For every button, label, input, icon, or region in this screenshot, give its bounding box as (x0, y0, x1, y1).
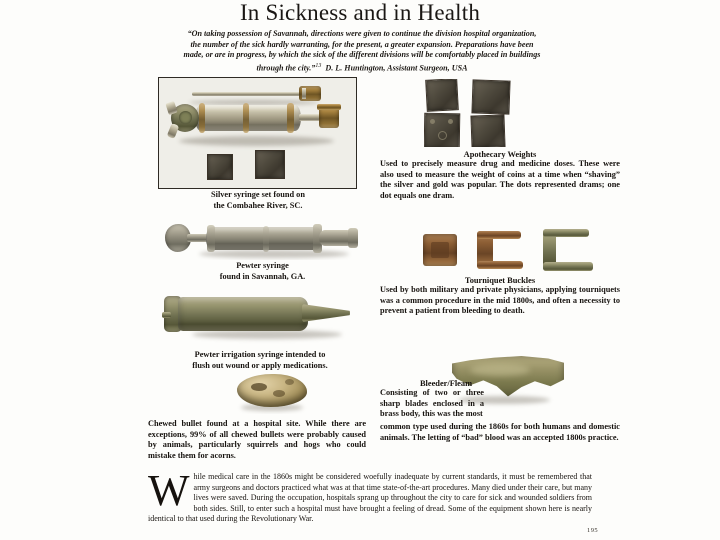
article-drop-cap: W (148, 466, 190, 515)
caption-irrigation-syringe (152, 350, 368, 371)
main-article (148, 466, 592, 525)
epigraph-quote (182, 29, 542, 74)
apothecary-weight-1 (425, 79, 459, 112)
caption-pewter-syringe-line2: found in Savannah, GA. (219, 271, 306, 281)
caption-silver-syringe-line2: the Combahee River, SC. (213, 200, 303, 210)
caption-silver-syringe (168, 190, 348, 211)
figure-photo-irrigation-syringe (162, 288, 367, 344)
figure-photo-apothecary-weights (424, 79, 550, 147)
caption-pewter-syringe (170, 261, 355, 282)
page-title: In Sickness and in Health (239, 0, 481, 25)
caption-body-tourniquet-buckles: Used by both military and private physicians, applying tourniquets was a common procedure in the mid 1800s, and often a necessity to prevent a patient from bleeding to death. (380, 285, 620, 316)
caption-silver-syringe-line1: Silver syringe set found on (211, 190, 305, 199)
caption-heading-apothecary-weights: Apothecary Weights (463, 150, 537, 159)
epigraph-attribution: D. L. Huntington, Assistant Surgeon, USA (325, 63, 468, 73)
caption-irrigation-syringe-line1: Pewter irrigation syringe intended to (194, 350, 326, 359)
caption-body-chewed-bullet: Chewed bullet found at a hospital site. While there are exceptions, 99% of all chewed bullets were probably caused by animals, particularly squirrels and hogs who could mistake them for acorns. (148, 419, 366, 460)
article-paragraph: hile medical care in the 1860s might be considered woefully inadequate by current standards, it must be remembered that army surgeons and doctors practiced what was at that time state-of-the-art procedures. Many died under their care, but many lives were saved. During the occupation, hospitals sprang up throughout the city to care for sick and wounded soldiers from both sides. Still, to enter such a hospital must have brought a feeling of dread. Some of the equipment shown here is nearly identical to that used during the Revolutionary War. (148, 472, 592, 524)
epigraph-text: “On taking possession of Savannah, directions were given to continue the division hospital organization, the number of the sick hardly warranting, for the present, a greater expansion. Preparations have been made, or are in progress, by which the sick of the different divisions will be comfortably placed in buildings through the city.” (183, 29, 541, 73)
apothecary-weight-3 (424, 113, 460, 147)
caption-body-bleeder-fleam-wide: common type used during the 1860s for both humans and domestic animals. The letting of “bad” blood was an accepted 1800s practice. (380, 422, 620, 442)
caption-body-bleeder-fleam-narrow: Consisting of two or three sharp blades enclosed in a brass body, this was the most (380, 388, 484, 419)
figure-photo-tourniquet-buckles (421, 228, 621, 274)
caption-body-apothecary-weights: Used to precisely measure drug and medicine doses. These were also used to measure the weight of coins at a time when “shaving” the silver and gold was popular. The dots represented drams; one dot equals one dram. (380, 159, 620, 200)
apothecary-weight-4 (470, 114, 505, 147)
tourniquet-buckle-3 (543, 229, 591, 271)
caption-heading-bleeder-fleam: Bleeder/Fleam (419, 379, 473, 388)
figure-photo-chewed-bullet (233, 370, 313, 414)
figure-photo-pewter-syringe (163, 218, 363, 260)
epigraph-footnote-marker: 13 (315, 62, 322, 69)
caption-irrigation-syringe-line2: flush out wound or apply medications. (192, 360, 328, 370)
tourniquet-buckle-2 (477, 231, 521, 269)
caption-pewter-syringe-line1: Pewter syringe (236, 261, 289, 270)
apothecary-weight-2 (471, 79, 510, 114)
caption-heading-tourniquet-buckles: Tourniquet Buckles (464, 276, 536, 285)
page-number: 195 (587, 527, 598, 534)
figure-photo-silver-syringe (158, 77, 357, 189)
